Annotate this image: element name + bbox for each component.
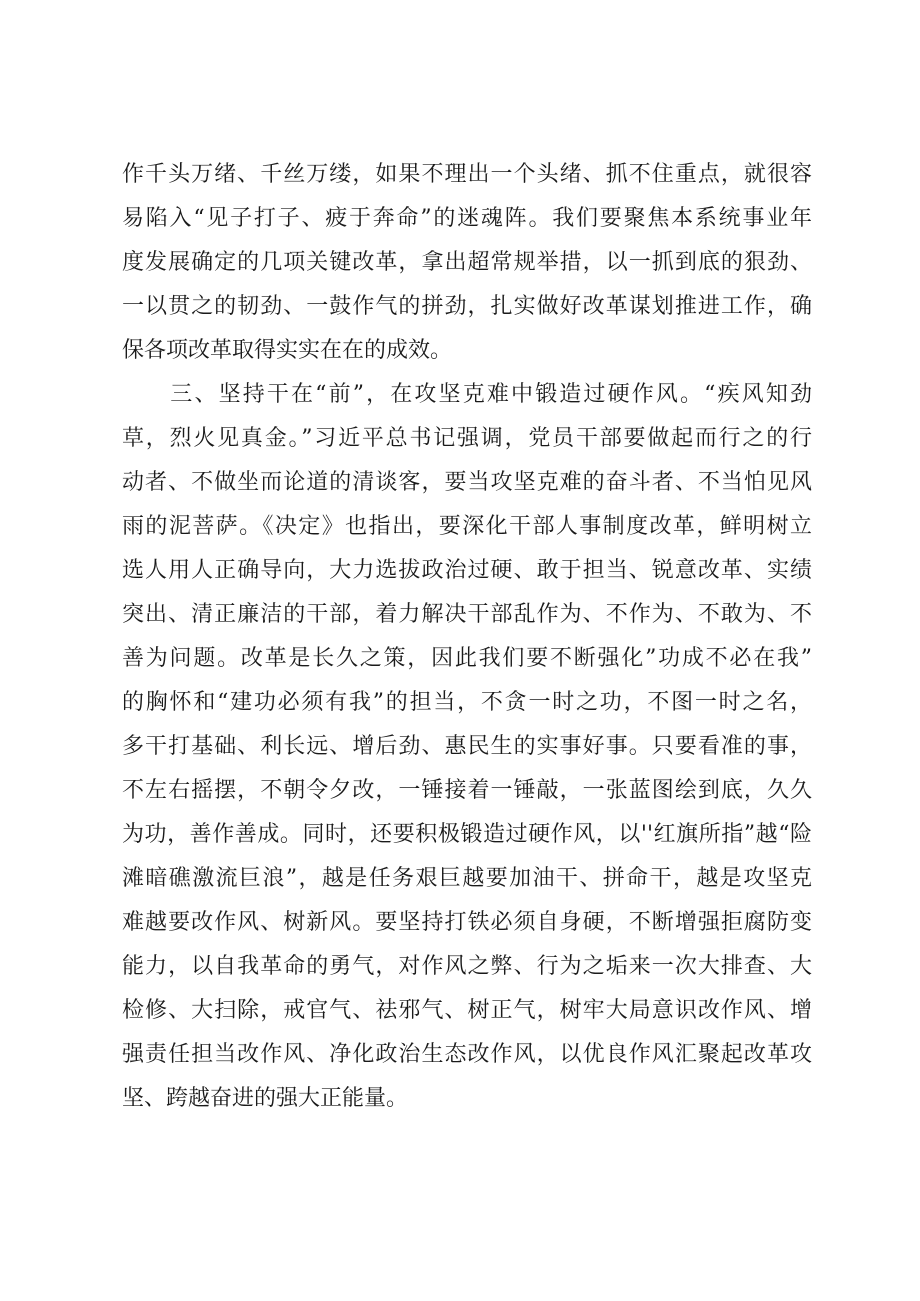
paragraph-line: 保各项改革取得实实在在的成效。 xyxy=(122,338,453,363)
paragraph-line: 度发展确定的几项关键改革，拿出超常规举措，以一抓到底的狠劲、 xyxy=(122,250,812,275)
paragraph-line: 易陷入“见子打子、疲于奔命”的迷魂阵。我们要聚焦本系统事业年 xyxy=(122,206,812,231)
paragraph-line: 一以贯之的韧劲、一鼓作气的拼劲，扎实做好改革谋划推进工作，确 xyxy=(122,294,812,319)
paragraph-line: 滩暗礁激流巨浪”，越是任务艰巨越要加油干、拼命干，越是攻坚克 xyxy=(122,866,812,891)
paragraph-line: 善为问题。改革是长久之策，因此我们要不断强化”功成不必在我” xyxy=(122,646,812,671)
paragraph-line: 不左右摇摆，不朝令夕改，一锤接着一锤敲，一张蓝图绘到底，久久 xyxy=(122,778,812,803)
paragraph-line: 强责任担当改作风、净化政治生态改作风，以优良作风汇聚起改革攻 xyxy=(122,1042,812,1067)
paragraph-line: 突出、清正廉洁的干部，着力解决干部乱作为、不作为、不敢为、不 xyxy=(122,602,812,627)
paragraph-line: 能力，以自我革命的勇气，对作风之弊、行为之垢来一次大排查、大 xyxy=(122,954,812,979)
paragraph-line: 为功，善作善成。同时，还要积极锻造过硬作风，以''红旗所指”越“险 xyxy=(122,822,812,847)
paragraph-line: 三、坚持干在“前”，在攻坚克难中锻造过硬作风。“疾风知劲 xyxy=(122,382,812,407)
paragraph-line: 检修、大扫除，戒官气、祛邪气、树正气，树牢大局意识改作风、增 xyxy=(122,998,812,1023)
paragraph-line: 坚、跨越奋进的强大正能量。 xyxy=(122,1086,409,1111)
paragraph-line: 的胸怀和“建功必须有我”的担当，不贪一时之功，不图一时之名， xyxy=(122,690,812,715)
paragraph-line: 动者、不做坐而论道的清谈客，要当攻坚克难的奋斗者、不当怕见风 xyxy=(122,470,812,495)
paragraph-line: 雨的泥菩萨。《决定》也指出，要深化干部人事制度改革，鲜明树立 xyxy=(122,514,812,539)
paragraph-line: 作千头万绪、千丝万缕，如果不理出一个头绪、抓不住重点，就很容 xyxy=(122,162,812,187)
paragraph-line: 多干打基础、利长远、增后劲、惠民生的实事好事。只要看准的事， xyxy=(122,734,812,759)
paragraph-line: 难越要改作风、树新风。要坚持打铁必须自身硬，不断增强拒腐防变 xyxy=(122,910,812,935)
paragraph-line: 选人用人正确导向，大力选拔政治过硬、敢于担当、锐意改革、实绩 xyxy=(122,558,812,583)
paragraph-line: 草，烈火见真金。”习近平总书记强调，党员干部要做起而行之的行 xyxy=(122,426,812,451)
